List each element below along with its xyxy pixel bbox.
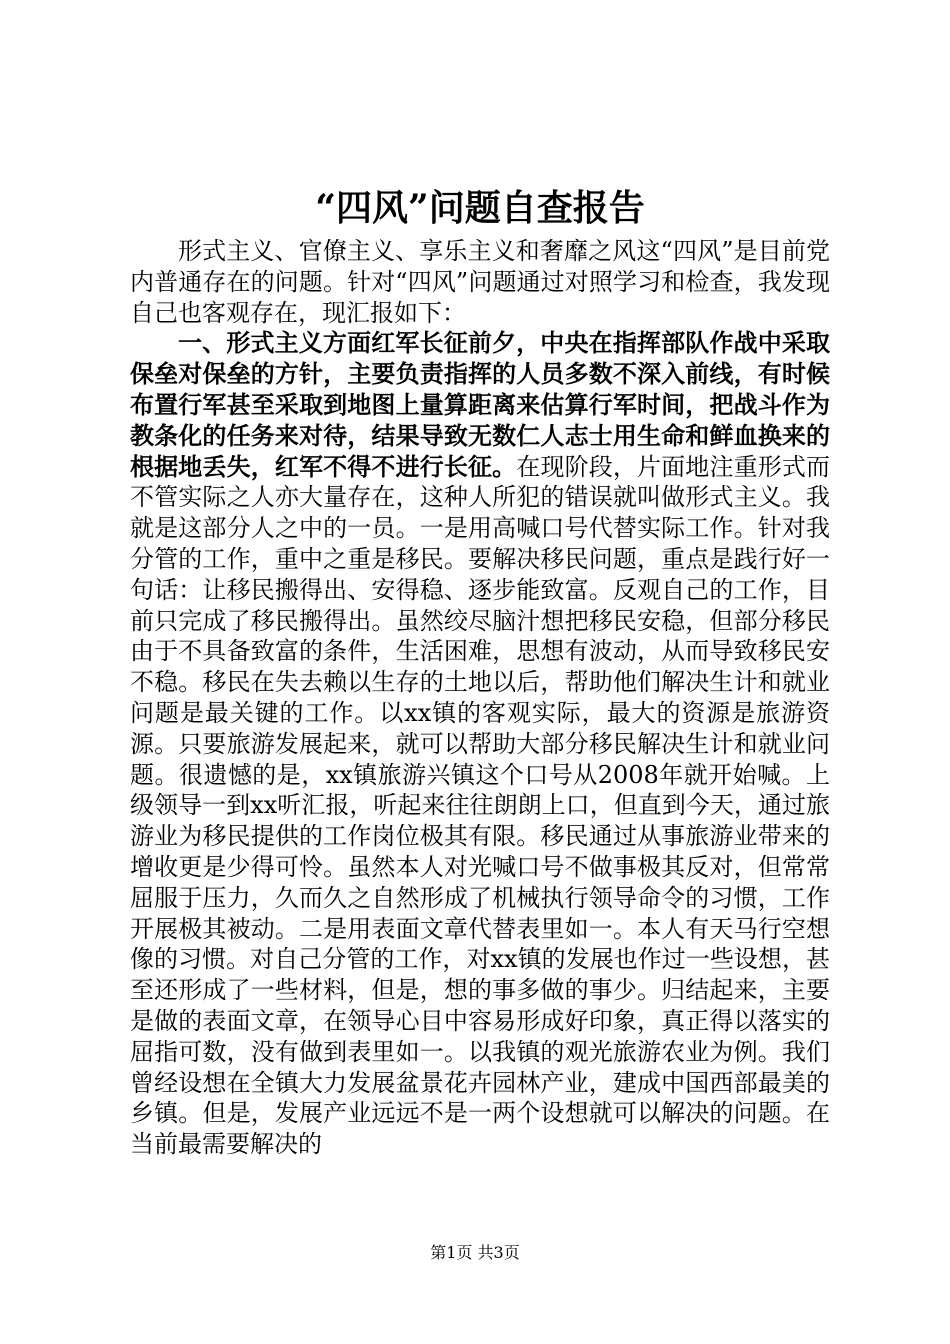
section-1-paragraph xyxy=(130,328,830,1160)
intro-paragraph: 形式主义、官僚主义、享乐主义和奢靡之风这“四风”是目前党内普通存在的问题。针对“四风”问题通过对照学习和检查，我发现自己也客观存在，现汇报如下： xyxy=(130,237,830,327)
document-body xyxy=(130,236,830,1160)
section-1-body: 在现阶段，片面地注重形式而不管实际之人亦大量存在，这种人所犯的错误就叫做形式主义。我就是这部分人之中的一员。一是用高喊口号代替实际工作。针对我分管的工作，重中之重是移民。要解决移民问题，重点是践行好一句话：让移民搬得出、安得稳、逐步能致富。反观自己的工作，目前只完成了移民搬得出。虽然绞尽脑汁想把移民安稳，但部分移民由于不具备致富的条件，生活困难，思想有波动，从而导致移民安不稳。移民在失去赖以生存的土地以后，帮助他们解决生计和就业问题是最关键的工作。以xx镇的客观实际，最大的资源是旅游资源。只要旅游发展起来，就可以帮助大部分移民解决生计和就业问题。很遗憾的是，xx镇旅游兴镇这个口号从2008年就开始喊。上级领导一到xx听汇报，听起来往往朗朗上口，但直到今天，通过旅游业为移民提供的工作岗位极其有限。移民通过从事旅游业带来的增收更是少得可怜。虽然本人对光喊口号不做事极其反对，但常常屈服于压力，久而久之自然形成了机械执行领导命令的习惯，工作开展极其被动。二是用表面文章代替表里如一。本人有天马行空想像的习惯。对自己分管的工作，对xx镇的发展也作过一些设想，甚至还形成了一些材料，但是，想的事多做的事少。归结起来，主要是做的表面文章，在领导心目中容易形成好印象，真正得以落实的屈指可数，没有做到表里如一。以我镇的观光旅游农业为例。我们曾经设想在全镇大力发展盆景花卉园林产业，建成中国西部最美的乡镇。但是，发展产业远远不是一两个设想就可以解决的问题。在当前最需要解决的 xyxy=(130,452,831,1159)
section-1-heading: 一、形式主义方面红军长征前夕，中央在指挥部队作战中采取保垒对保垒的方针，主要负责指挥的人员多数不深入前线，有时候布置行军甚至采取到地图上量算距离来估算行军时间，把战斗作为教条化的任务来对待，结果导致无数仁人志士用生命和鲜血换来的根据地丢失，红军不得不进行长征。 xyxy=(130,328,830,481)
page-footer: 第1页 共3页 xyxy=(430,1243,520,1262)
document-title: “四风”问题自查报告 xyxy=(315,187,645,229)
